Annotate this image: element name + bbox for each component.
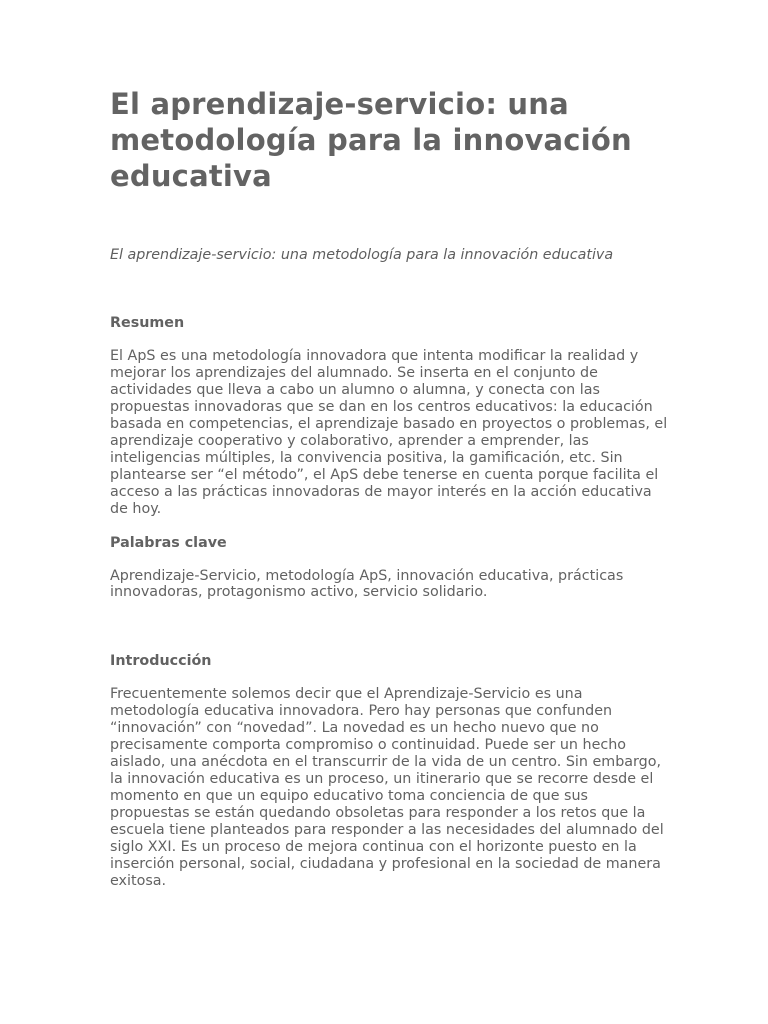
resumen-paragraph: El ApS es una metodología innovadora que intenta modificar la realidad y mejorar los aprendizajes del alumnado. Se inserta en el conjunto de actividades que lleva a cabo un alumno o alumna, y conecta con las propuestas innovadoras que se dan en los centros educativos: la educación basada en competencias, el aprendizaje basado en proyectos o problemas, el aprendizaje cooperativo y colaborativo, aprender a emprender, las inteligencias múltiples, la convivencia positiva, la gamificación, etc. Sin plantearse ser “el método”, el ApS debe tenerse en cuenta porque facilita el acceso a las prácticas innovadoras de mayor interés en la acción educativa de hoy. xyxy=(110,348,668,517)
keywords-paragraph: Aprendizaje-Servicio, metodología ApS, innovación educativa, prácticas innovadoras, protagonismo activo, servicio solidario. xyxy=(110,567,624,601)
document-page xyxy=(110,86,670,890)
document-subtitle: El aprendizaje-servicio: una metodología para la innovación educativa xyxy=(110,247,614,263)
introduction-paragraph: Frecuentemente solemos decir que el Aprendizaje-Servicio es una metodología educativa innovadora. Pero hay personas que confunden “innovación” con “novedad”. La novedad es un hecho nuevo que no precisamente comporta compromiso o continuidad. Puede ser un hecho aislado, una anécdota en el transcurrir de la vida de un centro. Sin embargo, la innovación educativa es un proceso, un itinerario que se recorre desde el momento en que un equipo educativo toma conciencia de que sus propuestas se están quedando obsoletas para responder a los retos que la escuela tiene planteados para responder a las necesidades del alumnado del siglo XXI. Es un proceso de mejora continua con el horizonte puesto en la inserción personal, social, ciudadana y profesional en la sociedad de manera exitosa. xyxy=(110,686,664,889)
introduction-heading: Introducción xyxy=(110,653,212,670)
document-title: El aprendizaje-servicio: una metodología para la innovación educativa xyxy=(110,87,632,193)
resumen-heading: Resumen xyxy=(110,315,185,331)
keywords-heading: Palabras clave xyxy=(110,534,227,551)
